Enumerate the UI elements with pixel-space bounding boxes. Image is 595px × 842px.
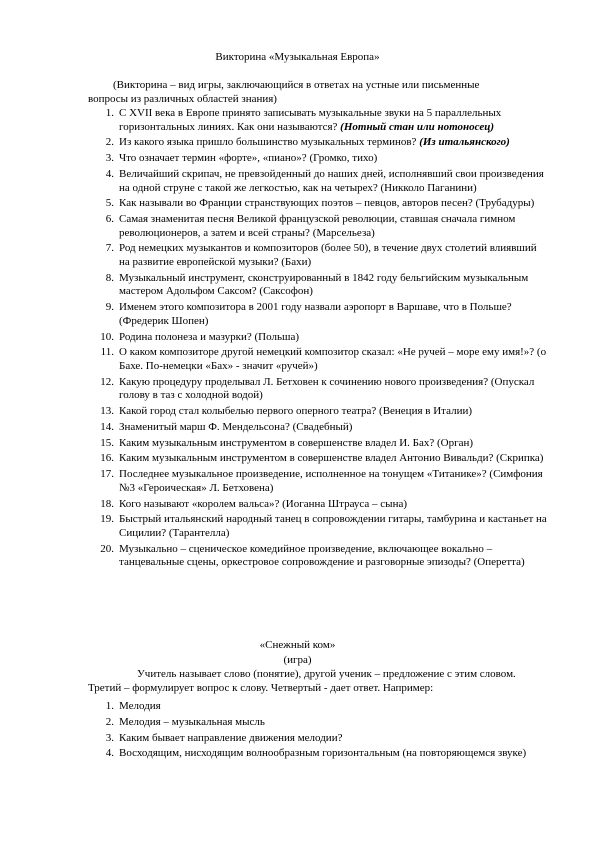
quiz-question-list	[88, 107, 548, 572]
snowball-subtitle: (игра)	[283, 654, 312, 666]
quiz-question	[88, 242, 548, 269]
question-number: 18.	[100, 497, 114, 510]
snowball-item	[88, 716, 548, 730]
question-text: Быстрый итальянский народный танец в сопровождении гитары, тамбурина и кастаньет на Сицилии? (Тарантелла)	[119, 513, 547, 539]
question-text: Знаменитый марш Ф. Мендельсона? (Свадебный)	[119, 420, 353, 433]
question-number: 11.	[100, 346, 114, 359]
intro-line-1: (Викторина – вид игры, заключающийся в ответах на устные или письменные	[113, 79, 480, 91]
question-text: Из какого языка пришло большинство музыкальных терминов?	[119, 136, 420, 149]
question-text: С XVII века в Европе принято записывать музыкальные звуки на 5 параллельных горизонтальных линиях. Как они называются?	[119, 107, 502, 133]
item-text: Мелодия	[119, 700, 161, 712]
question-text: Родина полонеза и мазурки? (Польша)	[119, 330, 300, 343]
quiz-question	[88, 513, 548, 540]
question-text: Последнее музыкальное произведение, исполненное на тонущем «Титанике»? (Симфония №3 «Героическая» Л. Бетховена)	[119, 468, 543, 494]
question-text: Какую процедуру проделывал Л. Бетховен к сочинению нового произведения? (Опускал голову в таз с холодной водой)	[119, 375, 535, 402]
quiz-question	[88, 498, 548, 512]
snowball-paragraph-line-2: Третий – формулирует вопрос к слову. Четвертый - дает ответ. Например:	[88, 681, 434, 694]
item-text: Каким бывает направление движения мелодии?	[119, 731, 343, 744]
question-number: 3.	[105, 152, 114, 165]
question-number: 4.	[105, 167, 114, 180]
snowball-title: «Снежный ком»	[259, 639, 336, 651]
question-number: 8.	[105, 271, 114, 284]
snowball-paragraph-line-1: Учитель называет слово (понятие), другой ученик – предложение с этим словом.	[137, 668, 516, 680]
snowball-paragraph	[88, 668, 548, 695]
quiz-question	[88, 152, 548, 166]
question-text: Каким музыкальным инструментом в совершенстве владел Антонио Вивальди? (Скрипка)	[119, 452, 544, 465]
question-number: 1.	[105, 107, 114, 119]
quiz-question	[88, 197, 548, 211]
question-number: 7.	[105, 242, 114, 255]
quiz-question	[88, 331, 548, 345]
question-text: Самая знаменитая песня Великой французской революции, ставшая сначала гимном революционеров, а затем и всей страны? (Марсельеза)	[119, 213, 516, 239]
quiz-question	[88, 168, 548, 195]
quiz-question	[88, 452, 548, 466]
item-number: 3.	[105, 731, 114, 744]
quiz-question	[88, 405, 548, 419]
question-text: Род немецких музыкантов и композиторов (более 50), в течение двух столетий влиявший на развитие европейской музыки? (Бахи)	[119, 242, 537, 269]
quiz-question	[88, 136, 548, 150]
question-number: 19.	[100, 513, 114, 526]
quiz-question	[88, 421, 548, 435]
question-text: Какой город стал колыбелью первого оперного театра? (Венеция в Италии)	[119, 405, 472, 418]
question-text: Кого называют «королем вальса»? (Иоганна Штрауса – сына)	[119, 497, 408, 510]
intro-paragraph	[88, 79, 548, 106]
snowball-item	[88, 700, 548, 714]
item-number: 1.	[105, 700, 114, 712]
question-text: Музыкальный инструмент, сконструированный в 1842 году бельгийским музыкальным мастером Адольфом Саксом? (Саксофон)	[119, 271, 529, 298]
question-number: 5.	[105, 197, 114, 210]
question-answer: (Из итальянского)	[419, 136, 510, 149]
snowball-item	[88, 732, 548, 746]
question-number: 14.	[100, 420, 114, 433]
intro-line-2: вопросы из различных областей знания)	[88, 92, 277, 105]
question-number: 15.	[100, 436, 114, 449]
question-answer: (Нотный стан или нотоносец)	[340, 120, 495, 133]
quiz-question	[88, 107, 548, 134]
quiz-question	[88, 213, 548, 240]
question-text: Величайший скрипач, не превзойденный до наших дней, исполнявший свои произведения на одной струне с такой же легкостью, как на четырех? (Никколо Паганини)	[119, 167, 544, 194]
question-number: 12.	[100, 375, 114, 388]
item-text: Мелодия – музыкальная мысль	[119, 715, 265, 728]
question-text: Как называли во Франции странствующих поэтов – певцов, авторов песен? (Трубадуры)	[119, 197, 535, 210]
quiz-question	[88, 468, 548, 495]
item-number: 4.	[105, 747, 114, 760]
question-number: 6.	[105, 213, 114, 226]
question-text: Каким музыкальным инструментом в совершенстве владел И. Бах? (Орган)	[119, 436, 474, 449]
snowball-item	[88, 747, 548, 761]
question-text: Музыкально – сценическое комедийное произведение, включающее вокально – танцевальные сцены, оркестровое сопровождение и разговорные эпизоды? (Оперетта)	[119, 542, 525, 569]
question-number: 10.	[100, 330, 114, 343]
quiz-question	[88, 437, 548, 451]
question-number: 9.	[105, 301, 114, 314]
question-number: 17.	[100, 468, 114, 481]
item-text: Восходящим, нисходящим волнообразным горизонтальным (на повторяющемся звуке)	[119, 747, 527, 760]
question-number: 13.	[100, 405, 114, 418]
quiz-question	[88, 301, 548, 328]
snowball-example-list	[88, 700, 548, 763]
item-number: 2.	[105, 715, 114, 728]
question-number: 20.	[100, 542, 114, 555]
question-text: Что означает термин «форте», «пиано»? (Громко, тихо)	[119, 152, 378, 165]
question-number: 16.	[100, 452, 114, 465]
document-title: Викторина «Музыкальная Европа»	[215, 51, 380, 63]
quiz-question	[88, 272, 548, 299]
question-text: О каком композиторе другой немецкий композитор сказал: «Не ручей – море ему имя!»? (о Бахе. По-немецки «Бах» - значит «ручей»)	[119, 346, 547, 372]
question-number: 2.	[105, 136, 114, 149]
quiz-question	[88, 543, 548, 570]
quiz-question	[88, 376, 548, 403]
quiz-question	[88, 346, 548, 373]
question-text: Именем этого композитора в 2001 году назвали аэропорт в Варшаве, что в Польше? (Фредерик Шопен)	[119, 301, 512, 327]
